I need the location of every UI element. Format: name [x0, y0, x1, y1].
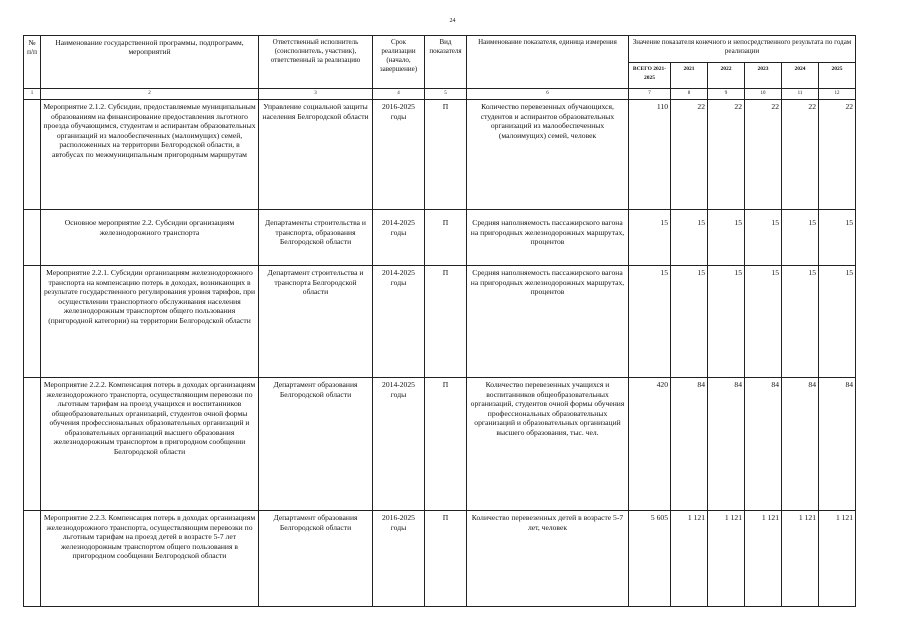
column-number: 12 [819, 89, 856, 100]
row-num [24, 210, 41, 266]
value-year: 84 [819, 378, 856, 511]
column-number: 10 [745, 89, 782, 100]
term: 2014-2025 годы [373, 378, 425, 511]
header-year-total: ВСЕГО 2021-2025 [629, 63, 671, 89]
column-number: 5 [425, 89, 467, 100]
value-year: 22 [745, 100, 782, 210]
header-year: 2024 [782, 63, 819, 89]
value-year: 1 121 [745, 511, 782, 607]
row-num [24, 511, 41, 607]
row-num [24, 266, 41, 378]
indicator-type: П [425, 378, 467, 511]
column-number: 11 [782, 89, 819, 100]
activity-name: Мероприятие 2.2.1. Субсидии организациям железнодорожного транспорта на компенсацию потерь в доходах, возникающих в результате государственного регулирования уровня тарифов, при осуществлении транспортного обслуживания населения железнодорожным транспортом общего пользования (пригородной категории) на территории Белгородской области [41, 266, 259, 378]
header-executor: Ответственный исполнитель (соисполнитель, участник), ответственный за реализацию [259, 36, 373, 89]
header-indicator: Наименование показателя, единица измерения [467, 36, 629, 89]
page-number: 24 [449, 18, 456, 24]
indicator-name: Количество перевезенных детей в возрасте 5-7 лет, человек [467, 511, 629, 607]
term: 2016-2025 годы [373, 100, 425, 210]
header-num: № п/п [24, 36, 41, 89]
value-year: 15 [782, 210, 819, 266]
header-type: Вид показателя [425, 36, 467, 89]
value-year: 15 [671, 266, 708, 378]
header-term: Срок реализации (начало, завершение) [373, 36, 425, 89]
term: 2016-2025 годы [373, 511, 425, 607]
value-year: 15 [819, 210, 856, 266]
value-year: 22 [782, 100, 819, 210]
column-number: 1 [24, 89, 41, 100]
indicator-type: П [425, 210, 467, 266]
executor: Департаменты строительства и транспорта, образования Белгородской области [259, 210, 373, 266]
table-row [24, 100, 856, 210]
column-numbers-row [24, 89, 856, 100]
column-number: 8 [671, 89, 708, 100]
value-total: 15 [629, 266, 671, 378]
executor: Департамент образования Белгородской области [259, 511, 373, 607]
column-number: 6 [467, 89, 629, 100]
activity-name: Мероприятие 2.2.3. Компенсация потерь в доходах организациям железнодорожного транспорта, осуществляющим перевозки по льготным тарифам на проезд детей в возрасте 5-7 лет железнодорожным транспортом общего пользования в пригородном сообщении Белгородской области [41, 511, 259, 607]
table-row [24, 378, 856, 511]
table-row [24, 511, 856, 607]
table-row [24, 266, 856, 378]
value-total: 110 [629, 100, 671, 210]
value-year: 15 [708, 266, 745, 378]
activity-name: Мероприятие 2.1.2. Субсидии, предоставляемые муниципальным образованиям на финансирование предоставления льготного проезда обучающимся, студентам и аспирантам образовательных организаций из малообеспеченных (малоимущих) семей, расположенных на территории Белгородской области, в автобусах по межмуниципальным пригородным маршрутам [41, 100, 259, 210]
value-year: 15 [671, 210, 708, 266]
value-total: 420 [629, 378, 671, 511]
value-year: 15 [782, 266, 819, 378]
value-total: 15 [629, 210, 671, 266]
term: 2014-2025 годы [373, 266, 425, 378]
column-number: 3 [259, 89, 373, 100]
value-year: 22 [819, 100, 856, 210]
indicator-name: Количество перевезенных обучающихся, студентов и аспирантов образовательных организаций из малообеспеченных (малоимущих) семей, человек [467, 100, 629, 210]
value-year: 84 [708, 378, 745, 511]
header-values-group: Значение показателя конечного и непосредственного результата по годам реализации [629, 36, 856, 63]
column-number: 9 [708, 89, 745, 100]
executor: Департамент образования Белгородской области [259, 378, 373, 511]
value-year: 1 121 [782, 511, 819, 607]
value-year: 22 [671, 100, 708, 210]
indicator-type: П [425, 100, 467, 210]
indicator-name: Количество перевезенных учащихся и воспитанников общеобразовательных организаций, студентов очной формы обучения профессиональных образовательных организаций и образовательных организаций высшего образования, тыс. чел. [467, 378, 629, 511]
executor: Департамент строительства и транспорта Белгородской области [259, 266, 373, 378]
value-year: 84 [782, 378, 819, 511]
column-number: 4 [373, 89, 425, 100]
activity-name: Основное мероприятие 2.2. Субсидии организациям железнодорожного транспорта [41, 210, 259, 266]
value-year: 84 [671, 378, 708, 511]
value-total: 5 605 [629, 511, 671, 607]
table-row [24, 210, 856, 266]
value-year: 1 121 [708, 511, 745, 607]
value-year: 15 [708, 210, 745, 266]
header-row [24, 36, 856, 63]
value-year: 1 121 [819, 511, 856, 607]
header-year: 2025 [819, 63, 856, 89]
value-year: 84 [745, 378, 782, 511]
activity-name: Мероприятие 2.2.2. Компенсация потерь в доходах организациям железнодорожного транспорта, осуществляющим перевозки по льготным тарифам на проезд учащихся и воспитанников общеобразовательных организаций, студентов очной формы обучения профессиональных образовательных организаций и образовательных организаций высшего образования железнодорожным транспортом в пригородном сообщении Белгородской области [41, 378, 259, 511]
value-year: 15 [745, 210, 782, 266]
term: 2014-2025 годы [373, 210, 425, 266]
header-name: Наименование государственной программы, подпрограмм, мероприятий [41, 36, 259, 89]
indicator-type: П [425, 266, 467, 378]
indicator-type: П [425, 511, 467, 607]
column-number: 2 [41, 89, 259, 100]
header-year: 2023 [745, 63, 782, 89]
value-year: 15 [819, 266, 856, 378]
value-year: 15 [745, 266, 782, 378]
row-num [24, 100, 41, 210]
executor: Управление социальной защиты населения Белгородской области [259, 100, 373, 210]
header-year: 2021 [671, 63, 708, 89]
value-year: 1 121 [671, 511, 708, 607]
row-num [24, 378, 41, 511]
column-number: 7 [629, 89, 671, 100]
indicator-name: Средняя наполняемость пассажирского вагона на пригородных железнодорожных маршрутах, процентов [467, 210, 629, 266]
indicator-name: Средняя наполняемость пассажирского вагона на пригородных железнодорожных маршрутах, процентов [467, 266, 629, 378]
program-indicators-table [23, 35, 856, 607]
header-year: 2022 [708, 63, 745, 89]
value-year: 22 [708, 100, 745, 210]
